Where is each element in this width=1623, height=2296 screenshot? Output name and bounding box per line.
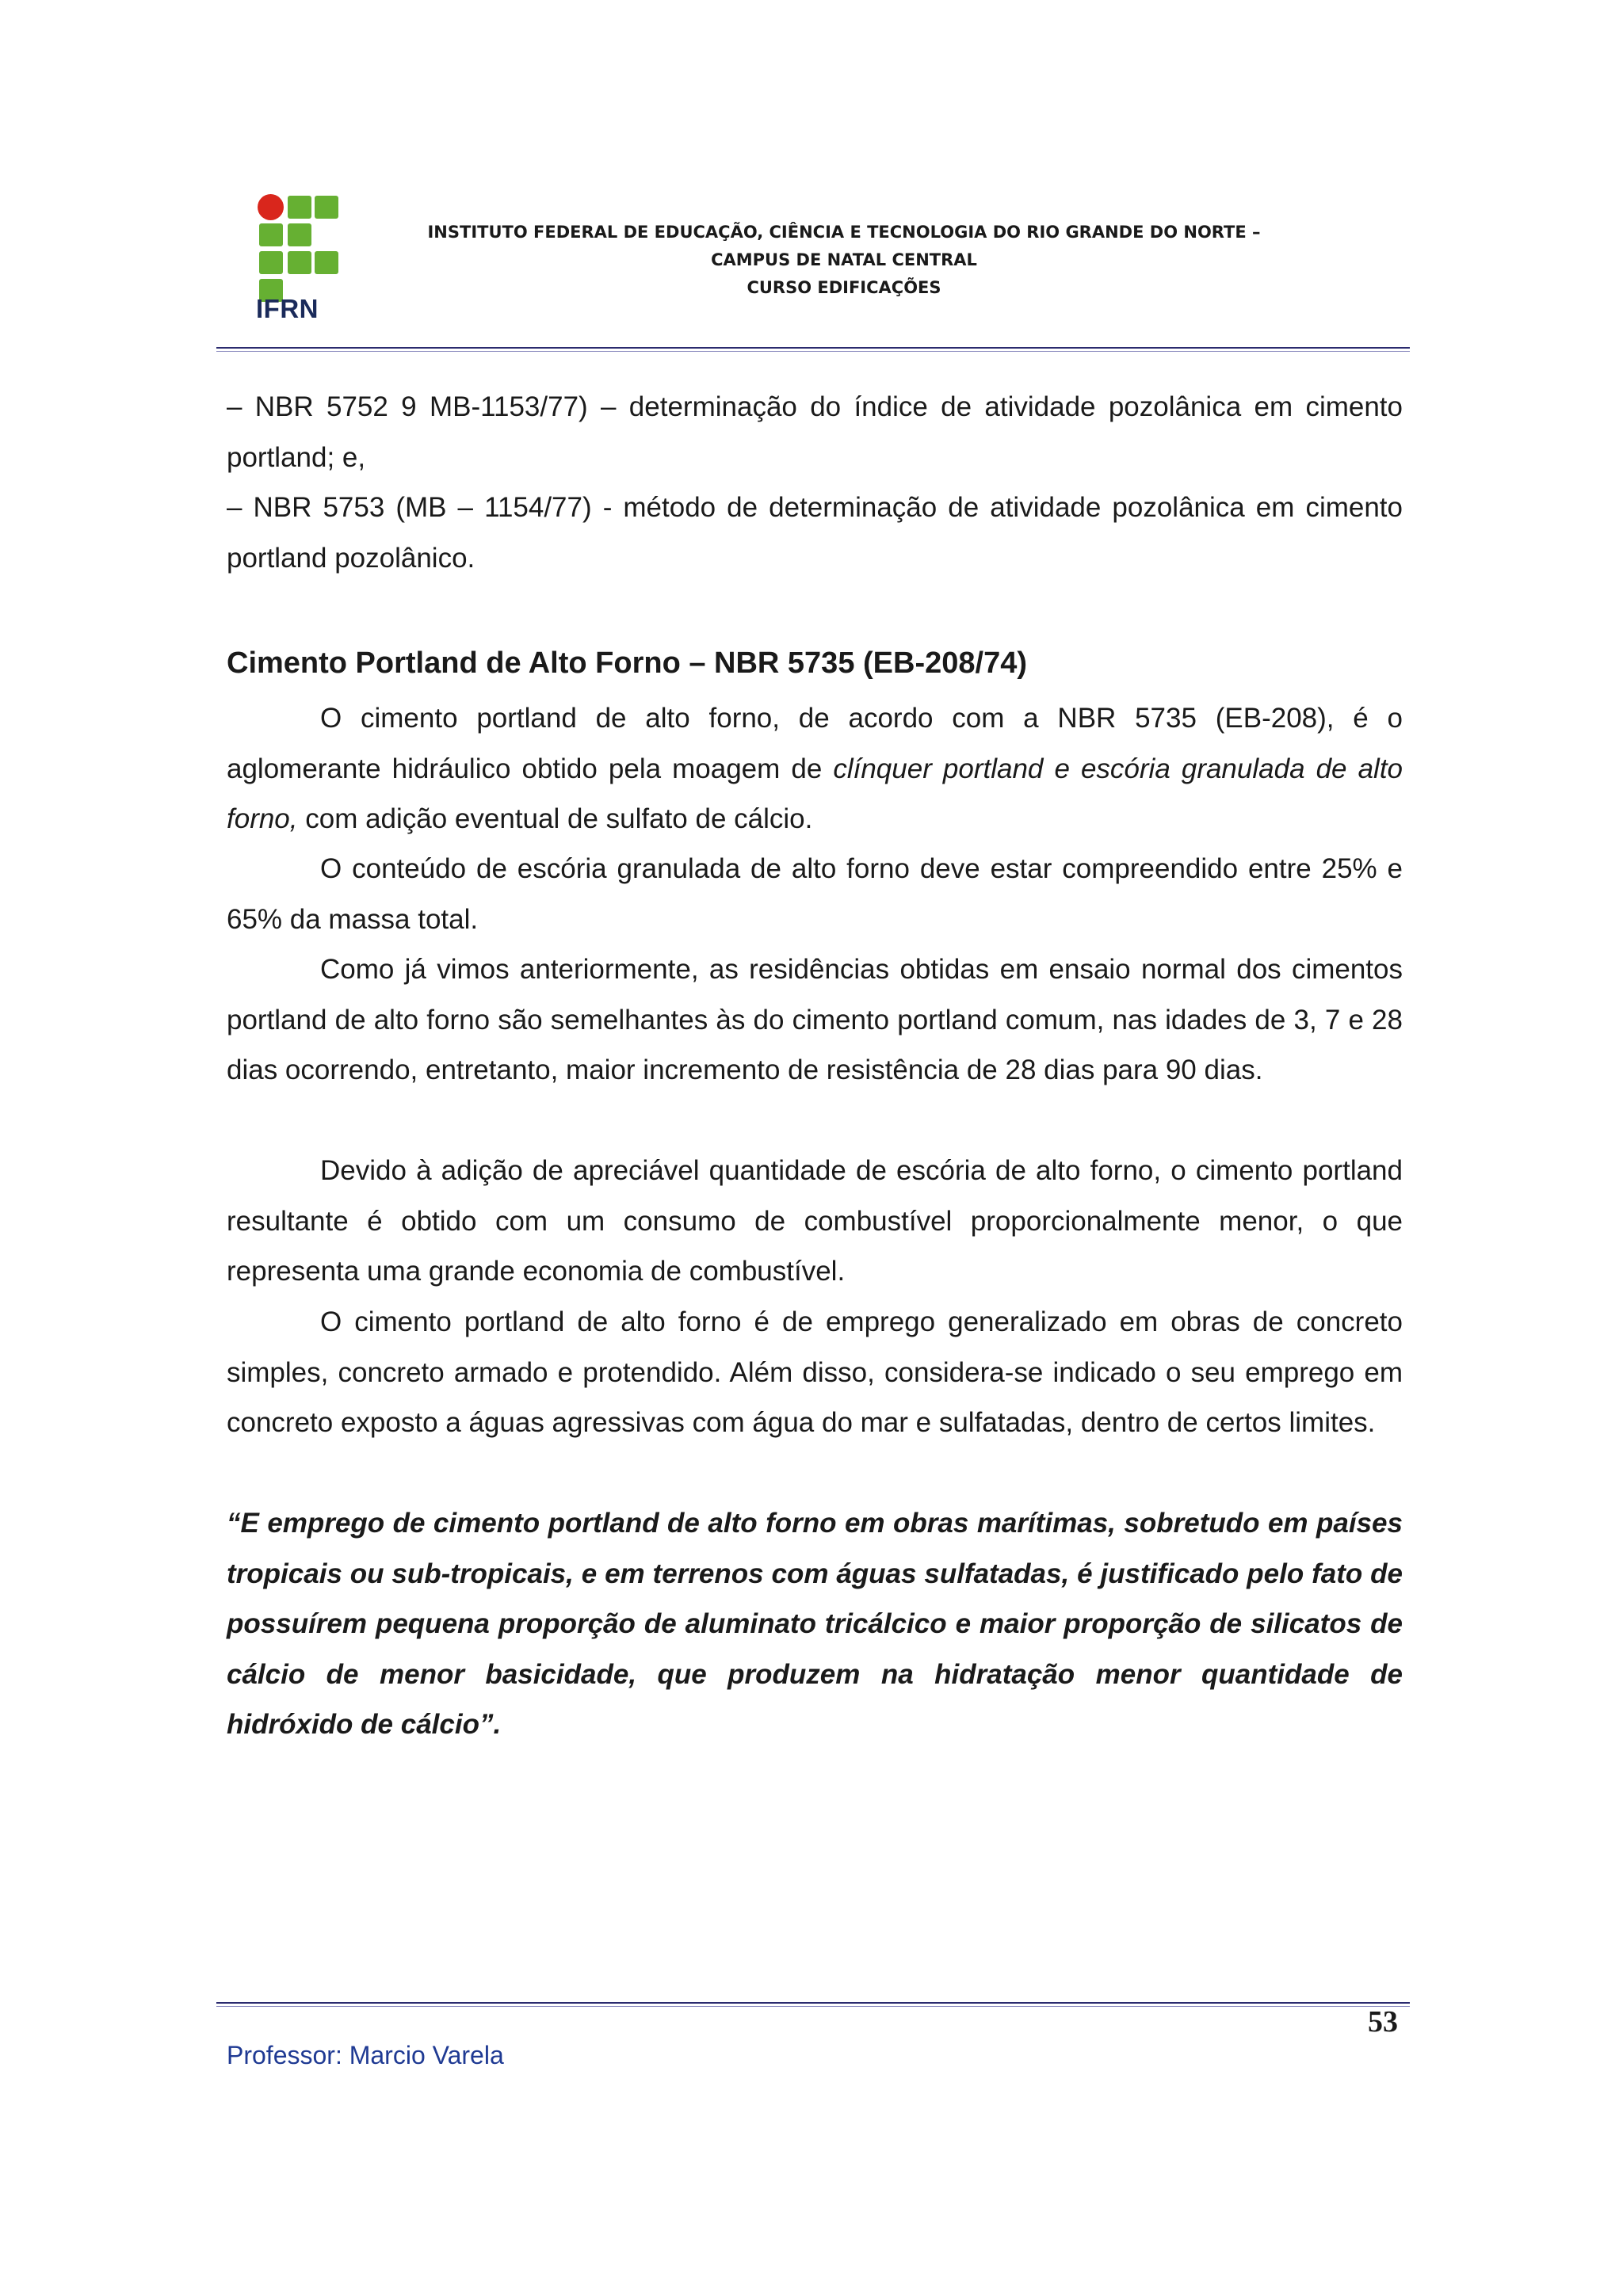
italic-term: clínquer portland e escória granulada de alto forno, (227, 753, 1403, 834)
paragraph-fuel-economy: Devido à adição de apreciável quantidade de escória de alto forno, o cimento portland resultante é obtido com um consumo de combustível proporcionalmente menor, o que representa uma grande economia de combustível. (227, 1155, 1403, 1287)
logo-square (288, 251, 311, 274)
paragraph-usage: O cimento portland de alto forno é de emprego generalizado em obras de concreto simples, concreto armado e protendido. Além disso, considera-se indicado o seu emprego em concreto exposto a águas agressivas com água do mar e sulfatadas, dentro de certos limites. (227, 1306, 1403, 1438)
paragraph-text: com adição eventual de sulfato de cálcio. (297, 803, 813, 834)
intro-item-nbr-5752: – NBR 5752 9 MB-1153/77) – determinação do índice de atividade pozolânica em cimento portland; e, (227, 391, 1403, 473)
campus-line: CAMPUS DE NATAL CENTRAL (711, 250, 977, 269)
quote-paragraph: “E emprego de cimento portland de alto forno em obras marítimas, sobretudo em países tropicais ou sub-tropicais, e em terrenos com águas sulfatadas, é justificado pelo fato de possuírem pequena proporção de aluminato tricálcico e maior proporção de silicatos de cálcio de menor basicidade, que produzem na hidratação menor quantidade de hidróxido de cálcio”. (227, 1508, 1403, 1740)
page-number: 53 (1368, 2005, 1398, 2039)
header-divider (216, 347, 1410, 352)
logo-square (288, 223, 311, 246)
logo-square (315, 196, 338, 219)
logo-text: IFRN (256, 294, 319, 323)
paragraph-slag-content: O conteúdo de escória granulada de alto forno deve estar compreendido entre 25% e 65% da massa total. (227, 853, 1403, 935)
ifrn-logo (258, 194, 342, 325)
logo-red-dot (258, 194, 284, 220)
logo-square (288, 196, 311, 219)
logo-square (315, 251, 338, 274)
institution-header (412, 219, 1276, 302)
intro-item-nbr-5753: – NBR 5753 (MB – 1154/77) - método de determinação de atividade pozolânica em cimento portland pozolânico. (227, 492, 1403, 574)
section-heading: Cimento Portland de Alto Forno – NBR 5735 (EB-208/74) (227, 646, 1027, 680)
logo-square (259, 223, 283, 246)
footer-divider (216, 2002, 1410, 2007)
institution-line: INSTITUTO FEDERAL DE EDUCAÇÃO, CIÊNCIA E TECNOLOGIA DO RIO GRANDE DO NORTE – (427, 223, 1261, 242)
paragraph-text: O cimento portland de alto forno, de acordo com a NBR 5735 (EB-208), é o aglomerante hidráulico obtido pela moagem de (227, 703, 1403, 784)
logo-square (259, 251, 283, 274)
professor-name: Professor: Marcio Varela (227, 2041, 504, 2069)
paragraph-resistance: Como já vimos anteriormente, as residências obtidas em ensaio normal dos cimentos portland de alto forno são semelhantes às do cimento portland comum, nas idades de 3, 7 e 28 dias ocorrendo, entretanto, maior incremento de resistência de 28 dias para 90 dias. (227, 954, 1403, 1085)
course-line: CURSO EDIFICAÇÕES (747, 278, 941, 297)
paragraph-definition (227, 693, 1403, 845)
